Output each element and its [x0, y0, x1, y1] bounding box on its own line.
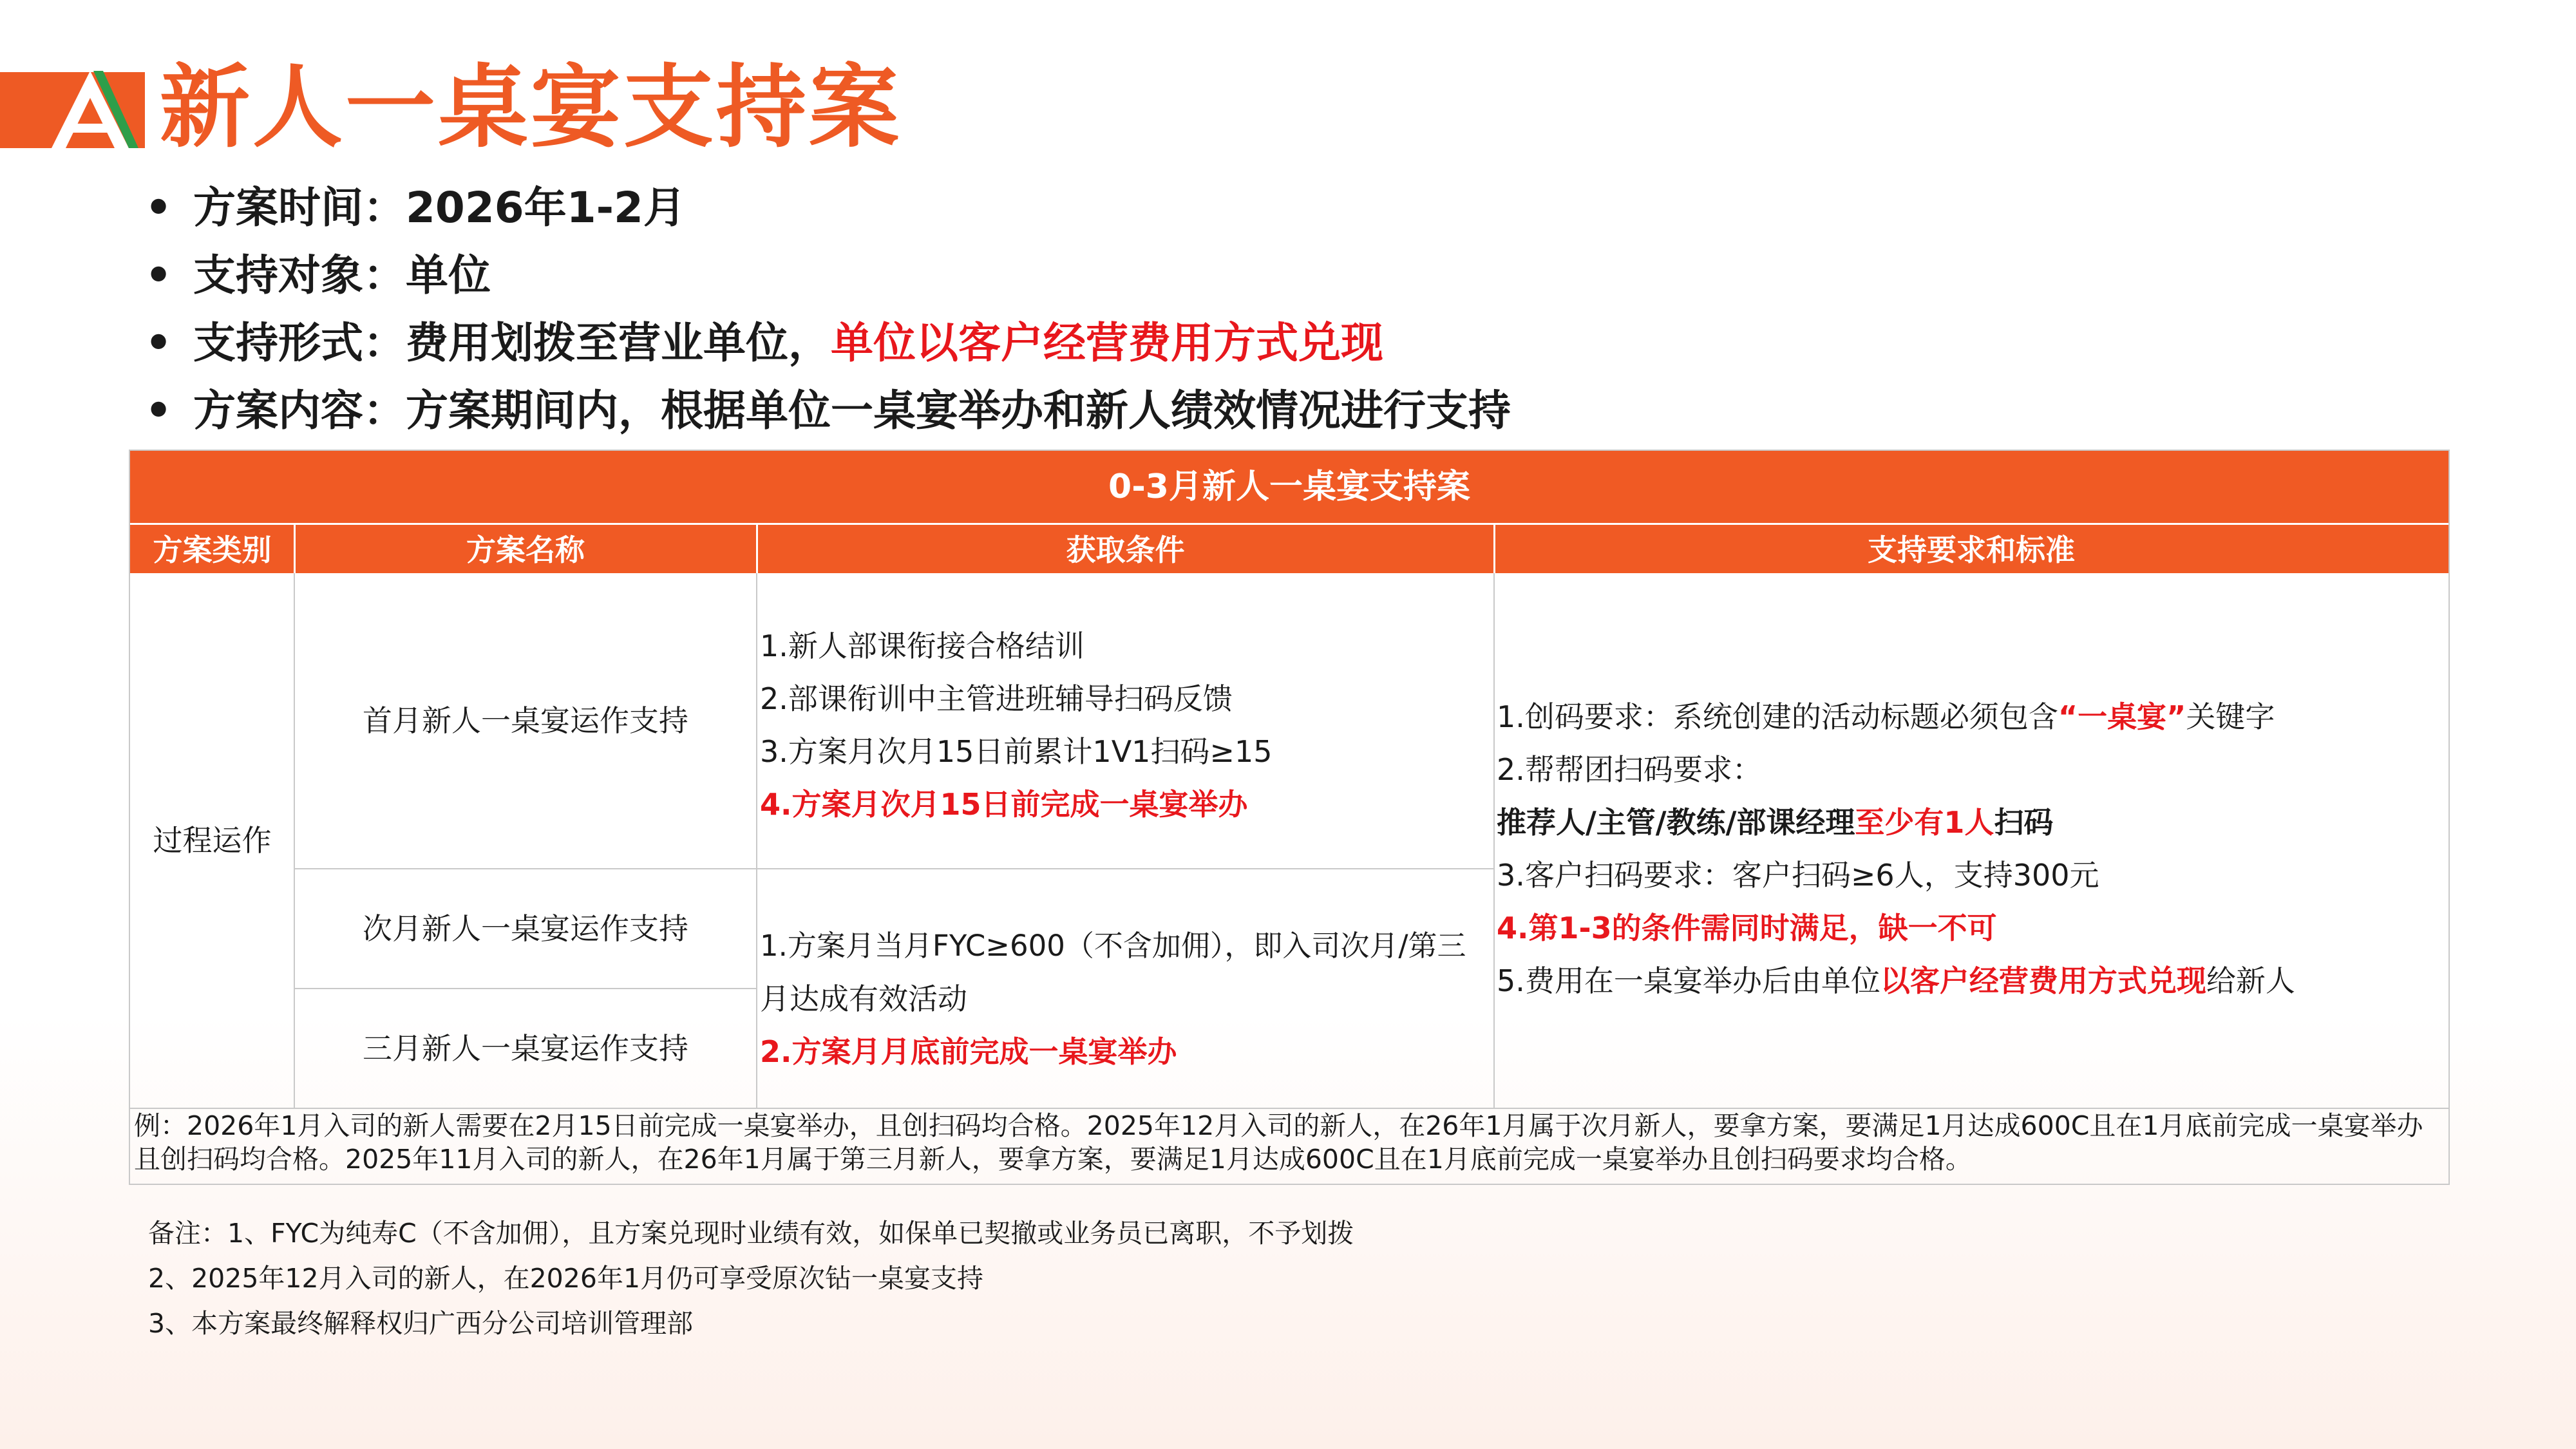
table-title: 0-3月新人一桌宴支持案 [130, 451, 2448, 523]
example-line: 且创扫码均合格。2025年11月入司的新人，在26年1月属于第三月新人，要拿方案，要满足1月达成600C且在1月底前完成一桌宴举办且创扫码要求均合格。 [134, 1144, 1972, 1175]
bullet-label: 支持形式： [193, 318, 406, 368]
bullet-highlight: 单位以客户经营费用方式兑现 [831, 318, 1383, 368]
condition-line: 3.方案月次月15日前累计1V1扫码≥15 [760, 734, 1273, 769]
bullet-support-form: • 支持形式：费用划拨至营业单位，单位以客户经营费用方式兑现 [145, 318, 1383, 368]
bullet-text: 方案期间内，根据单位一桌宴举办和新人绩效情况进行支持 [406, 386, 1511, 435]
requirement-line-highlight: 4.第1-3的条件需同时满足，缺一不可 [1497, 911, 1997, 945]
bullet-support-target: • 支持对象：单位 [145, 251, 491, 300]
bullet-label: 方案内容： [193, 386, 406, 435]
requirement-highlight: 以客户经营费用方式兑现 [1880, 963, 2206, 998]
header-divider [1493, 523, 1495, 573]
condition-line: 1.方案月当月FYC≥600（不含加佣），即入司次月/第三 [760, 929, 1466, 963]
bullet-plan-time: • 方案时间：2026年1-2月 [145, 183, 686, 232]
footnote-line: 备注：1、FYC为纯寿C（不含加佣），且方案兑现时业绩有效，如保单已契撤或业务员已离职，不予划拨 [148, 1218, 1354, 1249]
example-cell [134, 1109, 2446, 1176]
requirement-text: 关键字 [2186, 699, 2275, 734]
bullet-label: 支持对象： [193, 251, 406, 300]
requirement-line [1497, 690, 2443, 743]
requirement-line: 3.客户扫码要求：客户扫码≥6人，支持300元 [1497, 858, 2099, 893]
support-plan-table [129, 450, 2450, 1185]
requirement-text: 5.费用在一桌宴举办后由单位 [1497, 963, 1880, 998]
column-divider [1493, 573, 1495, 1108]
requirement-text: 给新人 [2206, 963, 2295, 998]
category-cell: 过程运作 [153, 823, 272, 858]
bullet-text: 2026年1-2月 [406, 183, 686, 232]
condition-line-highlight: 2.方案月月底前完成一桌宴举办 [760, 1034, 1177, 1069]
header-conditions: 获取条件 [757, 523, 1494, 573]
condition-line: 月达成有效活动 [760, 981, 967, 1016]
footnotes [148, 1211, 1354, 1346]
requirement-text: 推荐人/主管/教练/部课经理 [1497, 805, 1855, 840]
header-divider [756, 523, 758, 573]
requirement-highlight: “一桌宴” [2058, 699, 2186, 734]
requirement-text: 扫码 [1994, 805, 2054, 840]
header-requirements: 支持要求和标准 [1494, 523, 2448, 573]
condition-line: 1.新人部课衔接合格结训 [760, 629, 1084, 663]
bullet-list [145, 174, 2528, 444]
header-plan-name: 方案名称 [294, 523, 757, 573]
footnote-line: 2、2025年12月入司的新人，在2026年1月仍可享受原次钻一桌宴支持 [148, 1263, 984, 1294]
plan-name-third-month: 三月新人一桌宴运作支持 [363, 1031, 688, 1066]
requirements-cell [1497, 690, 2443, 1007]
example-line: 例：2026年1月入司的新人需要在2月15日前完成一桌宴举办，且创扫码均合格。2025年12月入司的新人，在26年1月属于次月新人，要拿方案，要满足1月达成600C且在1月底前完成一桌宴举办 [134, 1110, 2423, 1141]
condition-line-highlight: 4.方案月次月15日前完成一桌宴举办 [760, 787, 1248, 822]
requirement-line [1497, 796, 2443, 849]
bullet-plan-content: • 方案内容：方案期间内，根据单位一桌宴举办和新人绩效情况进行支持 [145, 386, 1511, 435]
requirement-highlight: 至少有1人 [1855, 805, 1994, 840]
requirement-line: 2.帮帮团扫码要求： [1497, 752, 1762, 787]
plan-name-first-month: 首月新人一桌宴运作支持 [363, 703, 688, 738]
header-category: 方案类别 [130, 523, 294, 573]
condition-line: 2.部课衔训中主管进班辅导扫码反馈 [760, 681, 1233, 716]
page-title: 新人一桌宴支持案 [160, 55, 902, 160]
bullet-label: 方案时间： [193, 183, 406, 232]
conditions-second-third-month [760, 920, 1491, 1078]
company-logo-icon [32, 64, 148, 155]
conditions-first-month [760, 620, 1491, 831]
bullet-text: 费用划拨至营业单位， [406, 318, 831, 368]
plan-name-second-month: 次月新人一桌宴运作支持 [363, 911, 688, 946]
bullet-text: 单位 [406, 251, 491, 300]
requirement-line [1497, 954, 2443, 1007]
header-divider [294, 523, 296, 573]
requirement-text: 1.创码要求：系统创建的活动标题必须包含 [1497, 699, 2058, 734]
footnote-line: 3、本方案最终解释权归广西分公司培训管理部 [148, 1308, 694, 1339]
